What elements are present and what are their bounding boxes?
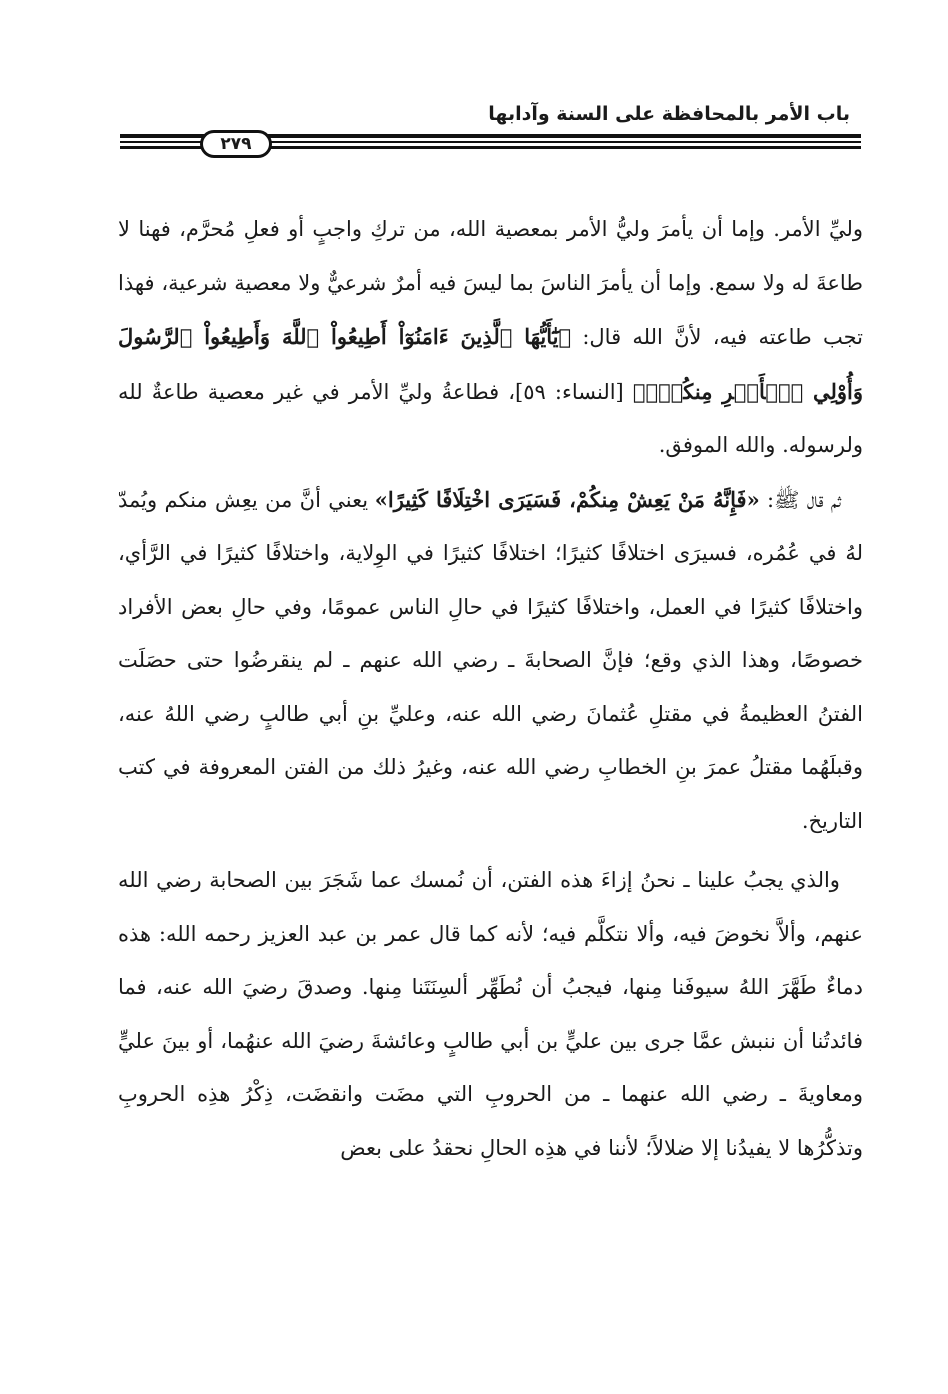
running-title: باب الأمر بالمحافظة على السنة وآدابها — [488, 103, 850, 125]
page-number: ٢٧٩ — [200, 130, 272, 158]
body-text — [118, 203, 863, 1175]
paragraph-2-text-after: يعني أنَّ من يعِش منكم ويُمدّ لهُ في عُمُره، فسيرَى اختلافًا كثيرًا؛ اختلافًا كثيرًا في الوِلاية، واختلافًا كثيرًا في الرَّأي، واختلافًا كثيرًا في العمل، واختلافًا كثيرًا في حالِ الناس عمومًا، وفي حالِ بعض الأفراد خصوصًا، وهذا الذي وقع؛ فإنَّ الصحابةَ ـ رضي الله عنهم ـ لم ينقرضُوا حتى حصَلَت الفتنُ العظيمةُ في مقتلِ عُثمانَ رضي الله عنه، وعليِّ بنِ أبي طالبٍ رضي اللهُ عنه، وقبلَهُما مقتلُ عمرَ بنِ الخطابِ رضي الله عنه، وغيرُ ذلك من الفتن المعروفة في كتب التاريخ. — [118, 487, 863, 833]
paragraph-2 — [118, 473, 863, 849]
paragraph-1-text-after: [النساء: ٥٩]، فطاعةُ وليِّ الأمر في غير معصية طاعةٌ لله ولرسوله. والله الموفق. — [118, 379, 863, 457]
quran-verse-quote: ﴿يَٰٓأَيُّهَا ٱلَّذِينَ ءَامَنُوٓاْ أَطِيعُواْ ٱللَّهَ وَأَطِيعُواْ ٱلرَّسُولَ وَأُوْلِي ٱلۡأَمۡرِ مِنكُمۡۖ﴾ — [118, 324, 863, 404]
hadith-quote: «فَإِنَّهُ مَنْ يَعِشْ مِنكُمْ، فَسَيَرَى اخْتِلَافًا كَثِيرًا» — [374, 486, 760, 512]
paragraph-1-text-before: وليِّ الأمر. وإما أن يأمرَ وليُّ الأمر بمعصية الله، من تركِ واجبٍ أو فعلِ مُحرَّم، فهنا لا طاعةَ له ولا سمع. وإما أن يأمرَ الناسَ بما ليسَ فيه أمرٌ شرعيٌّ ولا معصية شرعية، فهذا تجب طاعته فيه، لأنَّ الله قال: — [118, 217, 863, 349]
paragraph-3-text: والذي يجبُ علينا ـ نحنُ إزاءَ هذه الفتن، أن نُمسك عما شَجَرَ بين الصحابة رضي الله عنهم، وألاَّ نخوضَ فيه، وألا نتكلَّم فيه؛ لأنه كما قال عمر بن عبد العزيز رحمه الله: هذه دماءٌ طَهَّرَ اللهُ سيوفَنا مِنها، فيجبُ أن نُطَهِّر ألسِنَتَنا مِنها. وصدقَ رضيَ الله عنه، فما فائدتُنا أن ننبش عمَّا جرى بين عليٍّ بن أبي طالبٍ وعائشةَ رضيَ الله عنهُما، أو بينَ عليٍّ ومعاويةَ ـ رضي الله عنهما ـ من الحروبِ التي مضَت وانقضَت، ذِكْرُ هذِه الحروبِ وتذكُّرُها لا يفيدُنا إلا ضلالاً؛ لأننا في هذِه الحالِ نحقدُ على بعض — [118, 868, 863, 1160]
paragraph-3 — [118, 854, 863, 1175]
paragraph-1 — [118, 203, 863, 473]
paragraph-2-text-before: ثم قال ﷺ: — [759, 487, 841, 512]
